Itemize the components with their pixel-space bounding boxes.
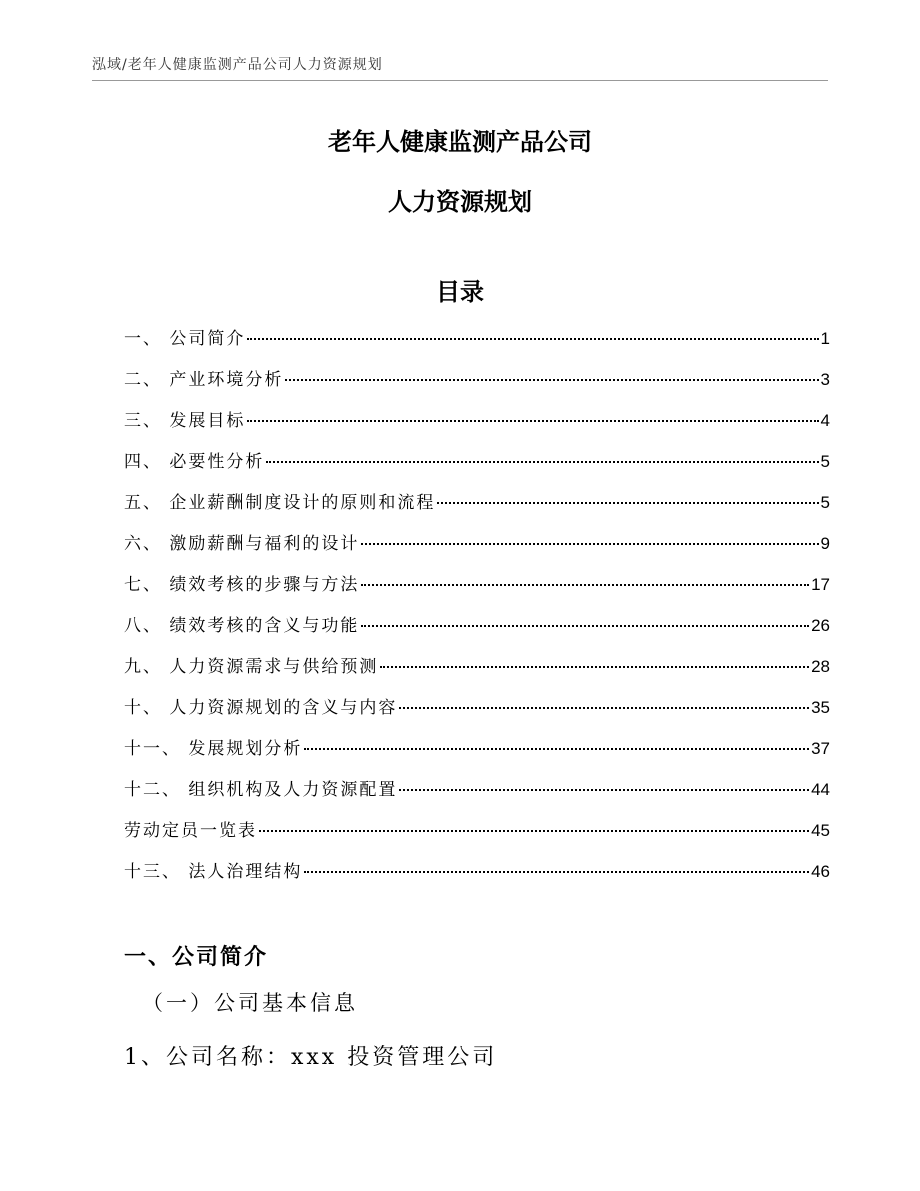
toc-leader-dots <box>285 379 818 381</box>
toc-leader-dots <box>266 461 818 463</box>
toc-entry[interactable] <box>124 324 830 365</box>
toc-leader-dots <box>399 707 809 709</box>
toc-entry[interactable] <box>124 693 830 734</box>
toc-entry-page: 4 <box>820 411 830 430</box>
toc-entry-label: 六、 激励薪酬与福利的设计 <box>124 534 360 554</box>
toc-heading: 目录 <box>436 278 484 306</box>
table-of-contents <box>124 324 830 898</box>
toc-entry[interactable] <box>124 857 830 898</box>
toc-leader-dots <box>304 871 809 873</box>
toc-entry-label: 五、 企业薪酬制度设计的原则和流程 <box>124 493 436 513</box>
toc-leader-dots <box>399 789 809 791</box>
toc-entry-page: 1 <box>820 329 830 348</box>
toc-entry[interactable] <box>124 570 830 611</box>
toc-entry[interactable] <box>124 488 830 529</box>
toc-entry-page: 5 <box>820 493 830 512</box>
toc-leader-dots <box>380 666 809 668</box>
toc-entry-page: 37 <box>811 739 830 758</box>
toc-entry[interactable] <box>124 529 830 570</box>
toc-entry-page: 45 <box>811 821 830 840</box>
toc-entry-label: 十二、 组织机构及人力资源配置 <box>124 780 398 800</box>
toc-leader-dots <box>247 420 818 422</box>
toc-entry[interactable] <box>124 447 830 488</box>
toc-entry-page: 5 <box>820 452 830 471</box>
subsection-heading: （一）公司基本信息 <box>142 991 358 1015</box>
toc-entry-label: 九、 人力资源需求与供给预测 <box>124 657 379 677</box>
running-header: 泓域/老年人健康监测产品公司人力资源规划 <box>92 57 383 73</box>
section-heading: 一、公司简介 <box>124 945 269 970</box>
toc-entry-label: 一、 公司简介 <box>124 329 246 349</box>
toc-entry[interactable] <box>124 816 830 857</box>
header-divider <box>92 80 828 81</box>
toc-leader-dots <box>361 625 809 627</box>
toc-entry[interactable] <box>124 734 830 775</box>
toc-entry[interactable] <box>124 611 830 652</box>
toc-entry-page: 44 <box>811 780 830 799</box>
toc-entry-page: 28 <box>811 657 830 676</box>
toc-leader-dots <box>247 338 818 340</box>
document-title-line1: 老年人健康监测产品公司 <box>328 128 592 156</box>
toc-leader-dots <box>304 748 809 750</box>
toc-entry-label: 十三、 法人治理结构 <box>124 862 303 882</box>
toc-entry-page: 46 <box>811 862 830 881</box>
toc-leader-dots <box>259 830 809 832</box>
toc-leader-dots <box>437 502 818 504</box>
toc-entry-label: 二、 产业环境分析 <box>124 370 284 390</box>
toc-entry-label: 三、 发展目标 <box>124 411 246 431</box>
toc-entry-page: 9 <box>820 534 830 553</box>
toc-entry-label: 十、 人力资源规划的含义与内容 <box>124 698 398 718</box>
toc-entry-page: 17 <box>811 575 830 594</box>
toc-entry-label: 四、 必要性分析 <box>124 452 265 472</box>
toc-entry-label: 七、 绩效考核的步骤与方法 <box>124 575 360 595</box>
toc-entry[interactable] <box>124 652 830 693</box>
toc-entry[interactable] <box>124 365 830 406</box>
toc-leader-dots <box>361 543 818 545</box>
toc-entry-page: 35 <box>811 698 830 717</box>
toc-entry-label: 劳动定员一览表 <box>124 821 257 841</box>
toc-entry[interactable] <box>124 775 830 816</box>
company-name-item: 1、公司名称：xxx 投资管理公司 <box>124 1045 498 1070</box>
document-title-line2: 人力资源规划 <box>388 188 532 216</box>
toc-entry-page: 3 <box>820 370 830 389</box>
toc-entry[interactable] <box>124 406 830 447</box>
toc-leader-dots <box>361 584 809 586</box>
toc-entry-label: 十一、 发展规划分析 <box>124 739 303 759</box>
toc-entry-page: 26 <box>811 616 830 635</box>
toc-entry-label: 八、 绩效考核的含义与功能 <box>124 616 360 636</box>
